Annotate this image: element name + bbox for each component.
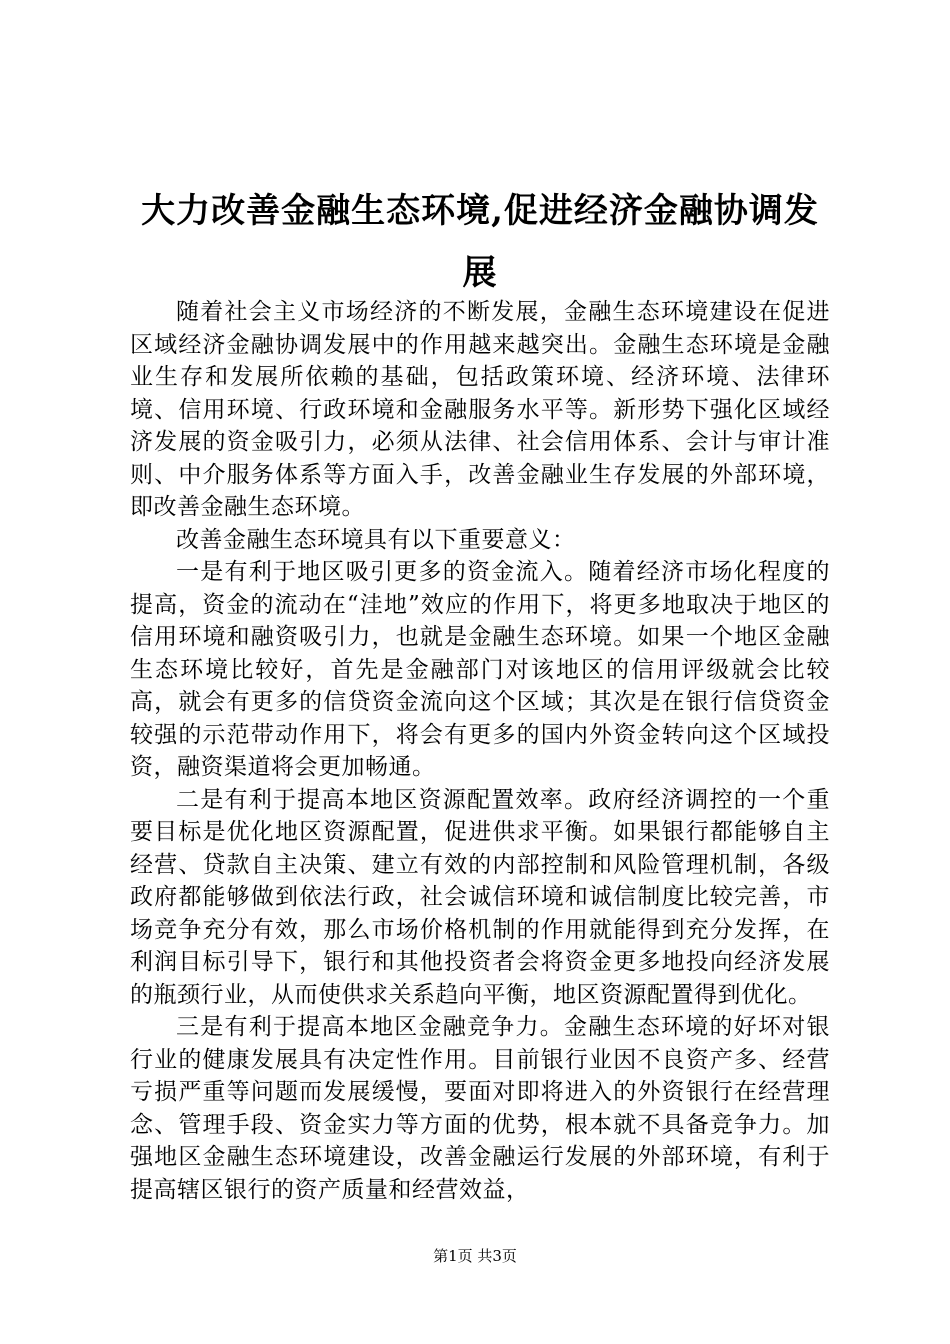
document-title: 大力改善金融生态环境,促进经济金融协调发展 — [141, 191, 819, 293]
paragraph: 改善金融生态环境具有以下重要意义： — [176, 526, 576, 553]
paragraph: 二是有利于提高本地区资源配置效率。政府经济调控的一个重要目标是优化地区资源配置，促进供求平衡。如果银行都能够自主经营、贷款自主决策、建立有效的内部控制和风险管理机制，各级政府都能够做到依法行政，社会诚信环境和诚信制度比较完善，市场竞争充分有效，那么市场价格机制的作用就能得到充分发挥，在利润目标引导下，银行和其他投资者会将资金更多地投向经济发展的瓶颈行业，从而使供求关系趋向平衡，地区资源配置得到优化。 — [130, 786, 830, 1008]
paragraph: 一是有利于地区吸引更多的资金流入。随着经济市场化程度的提高，资金的流动在“洼地”效应的作用下，将更多地取决于地区的信用环境和融资吸引力，也就是金融生态环境。如果一个地区金融生态环境比较好，首先是金融部门对该地区的信用评级就会比较高，就会有更多的信贷资金流向这个区域；其次是在银行信贷资金较强的示范带动作用下，将会有更多的国内外资金转向这个区域投资，融资渠道将会更加畅通。 — [130, 559, 830, 780]
paragraph: 三是有利于提高本地区金融竞争力。金融生态环境的好坏对银行业的健康发展具有决定性作用。目前银行业因不良资产多、经营亏损严重等问题而发展缓慢，要面对即将进入的外资银行在经营理念、管理手段、资金实力等方面的优势，根本就不具备竞争力。加强地区金融生态环境建设，改善金融运行发展的外部环境，有利于提高辖区银行的资产质量和经营效益， — [130, 1014, 830, 1203]
paragraph: 随着社会主义市场经济的不断发展，金融生态环境建设在促进区域经济金融协调发展中的作用越来越突出。金融生态环境是金融业生存和发展所依赖的基础，包括政策环境、经济环境、法律环境、信用环境、行政环境和金融服务水平等。新形势下强化区域经济发展的资金吸引力，必须从法律、社会信用体系、会计与审计准则、中介服务体系等方面入手，改善金融业生存发展的外部环境，即改善金融生态环境。 — [130, 299, 830, 520]
page-footer: 第1页 共3页 — [433, 1247, 517, 1265]
document-body — [130, 296, 830, 1206]
